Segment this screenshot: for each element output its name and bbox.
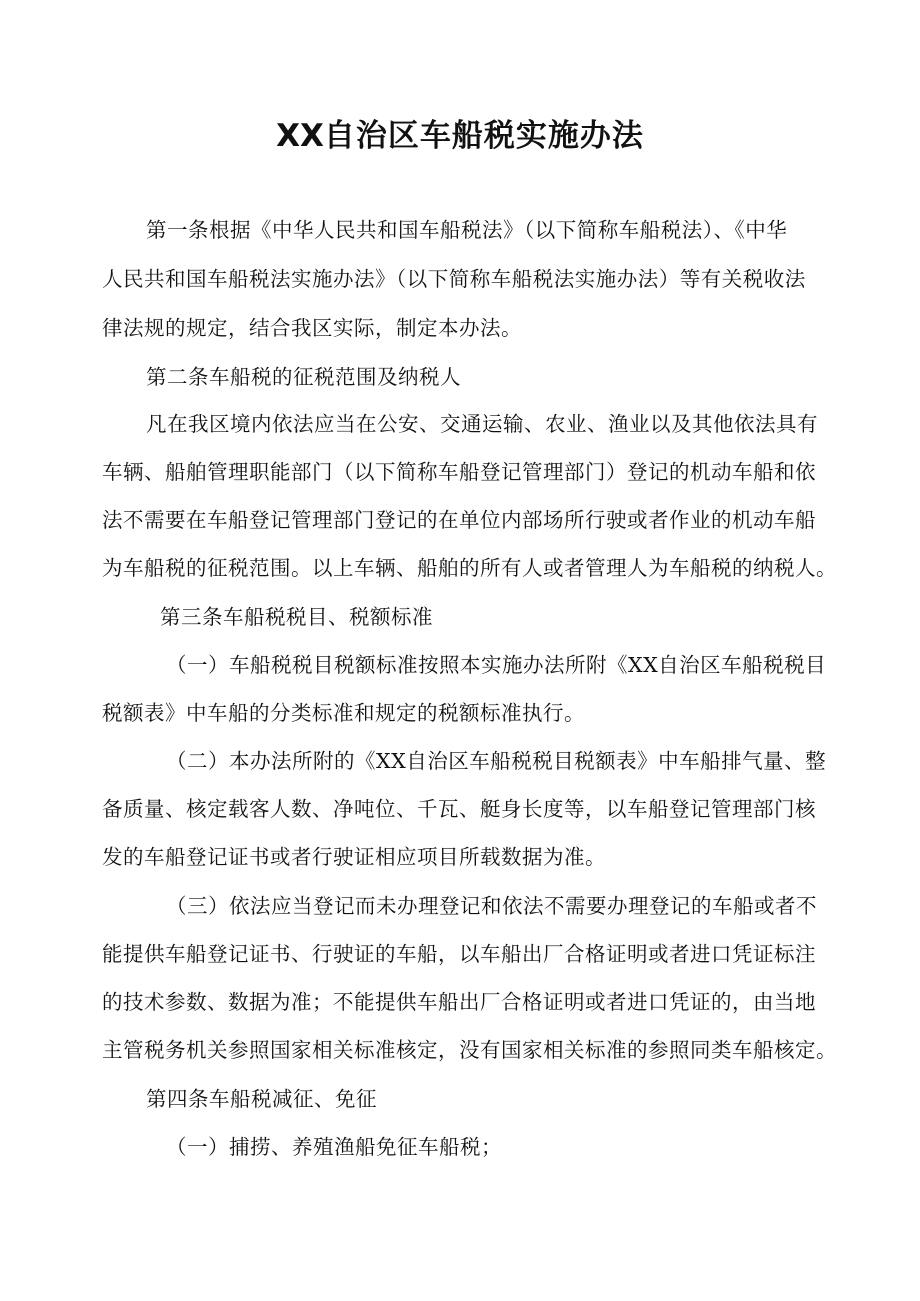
text-line: 为车船税的征税范围。以上车辆、船舶的所有人或者管理人为车船税的纳税人。 bbox=[102, 556, 837, 580]
text-line: 第二条车船税的征税范围及纳税人 bbox=[146, 365, 461, 389]
text-line: （一）捕捞、养殖渔船免征车船税； bbox=[166, 1135, 502, 1159]
text-line: 第一条根据《中华人民共和国车船税法》（以下简称车船税法）、《中华 bbox=[146, 218, 788, 242]
text-line: 能提供车船登记证书、行驶证的车船，以车船出厂合格证明或者进口凭证标注 bbox=[102, 942, 816, 966]
title-prefix: XX bbox=[276, 118, 324, 154]
title-text: 自治区车船税实施办法 bbox=[323, 118, 644, 154]
document-title bbox=[0, 108, 920, 164]
text-line: 法不需要在车船登记管理部门登记的在单位内部场所行驶或者作业的机动车船 bbox=[102, 508, 816, 532]
text-line: （二）本办法所附的《XX自治区车船税税目税额表》中车船排气量、整 bbox=[166, 749, 827, 773]
text-line: 人民共和国车船税法实施办法》（以下简称车船税法实施办法）等有关税收法 bbox=[102, 267, 806, 291]
text-line: （一）车船税税目税额标准按照本实施办法所附《XX自治区车船税税目 bbox=[166, 653, 827, 677]
text-line: （三）依法应当登记而未办理登记和依法不需要办理登记的车船或者不 bbox=[166, 894, 817, 918]
text-line: 第三条车船税税目、税额标准 bbox=[160, 605, 433, 629]
text-line: 车辆、船舶管理职能部门（以下简称车船登记管理部门）登记的机动车船和依 bbox=[102, 460, 816, 484]
text-line: 税额表》中车船的分类标准和规定的税额标准执行。 bbox=[102, 701, 585, 725]
text-line: 主管税务机关参照国家相关标准核定，没有国家相关标准的参照同类车船核定。 bbox=[102, 1038, 837, 1062]
text-line: 第四条车船税减征、免征 bbox=[146, 1087, 377, 1111]
text-line: 的技术参数、数据为准；不能提供车船出厂合格证明或者进口凭证的，由当地 bbox=[102, 990, 816, 1014]
text-line: 备质量、核定载客人数、净吨位、千瓦、艇身长度等，以车船登记管理部门核 bbox=[102, 797, 816, 821]
text-line: 发的车船登记证书或者行驶证相应项目所载数据为准。 bbox=[102, 845, 606, 869]
text-line: 凡在我区境内依法应当在公安、交通运输、农业、渔业以及其他依法具有 bbox=[146, 412, 818, 436]
text-line: 律法规的规定，结合我区实际，制定本办法。 bbox=[102, 316, 522, 340]
